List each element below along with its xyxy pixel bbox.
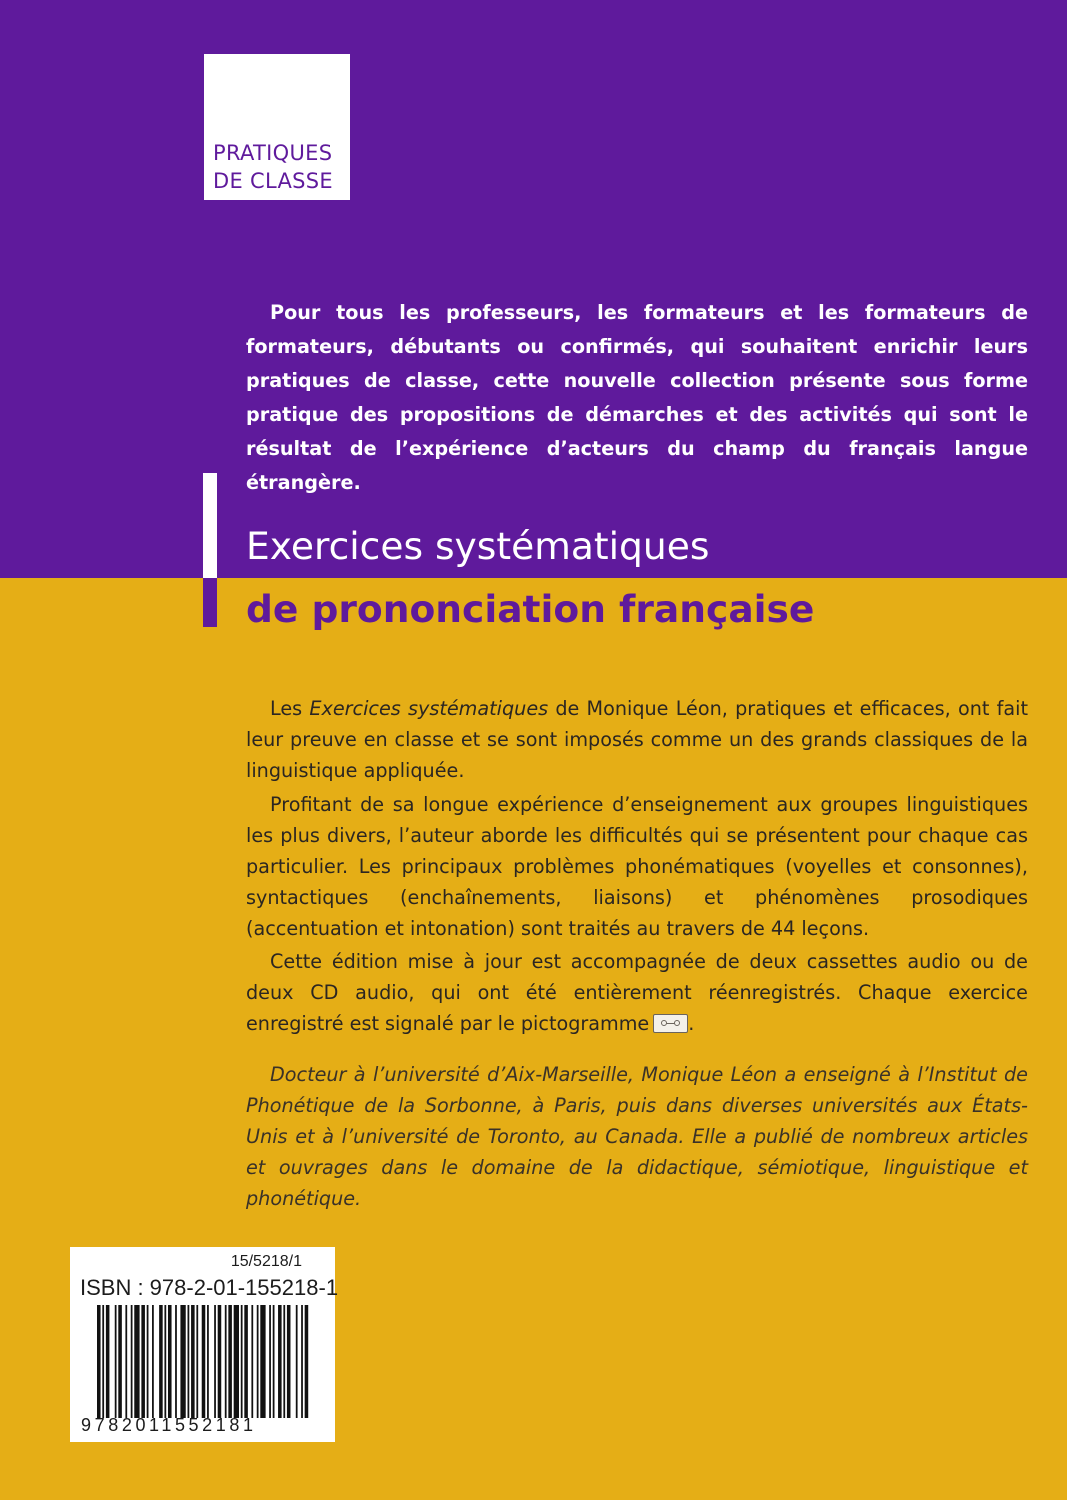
ean-digits: 9782011552181 [81,1415,257,1435]
collection-label: PRATIQUES DE CLASSE [213,141,333,193]
author-biography: Docteur à l’université d’Aix-Marseille, Monique Léon a enseigné à l’Institut de Phonétique de la Sorbonne, à Paris, puis dans diverses universités aux États-Unis et à l’université de Toronto, au Canada. Elle a publié de nombreux articles et ouvrages dans le domaine de la didactique, sémiotique, linguistique et phonétique. [246,1063,1028,1210]
ean-barcode [97,1305,310,1418]
paragraph-1-start: Les [270,697,310,720]
publisher-code: 15/5218/1 [230,1253,302,1270]
paragraph-3-end: . [688,1012,695,1035]
isbn-label: ISBN : 978-2-01-155218-1 [80,1275,339,1300]
collection-intro: Pour tous les professeurs, les formateurs et les formateurs de formateurs, débutants ou confirmés, qui souhaitent enrichir leurs pratiques de classe, cette nouvelle collection présente sous forme pratique des propositions de démarches et des activités qui sont le résultat de l’expérience d’acteurs du champ du français langue étrangère. [246,301,1028,494]
book-subtitle: de prononciation française [246,587,815,631]
description-paragraph-2: Profitant de sa longue expérience d’enseignement aux groupes linguistiques les plus divers, l’auteur aborde les difficultés qui se présentent pour chaque cas particulier. Les principaux problèmes phonématiques (voyelles et consonnes), syntactiques (enchaînements, liaisons) et phénomènes prosodiques (accentuation et intonation) sont traités au travers de 44 leçons. [246,793,1028,940]
paragraph-1-end: de Monique Léon, pratiques et efficaces, ont fait leur preuve en classe et se sont imposés comme un des grands classiques de la linguistique appliquée. [246,697,1028,782]
paragraph-3-text: Cette édition mise à jour est accompagnée de deux cassettes audio ou de deux CD audio, qui ont été entièrement réenregistrés. Chaque exercice enregistré est signalé par le pictogramme [246,950,1028,1035]
description-body [246,693,1028,1214]
book-title-inline: Exercices systématiques [309,697,549,720]
book-title: Exercices systématiques [246,524,710,568]
description-paragraph-3 [246,946,1028,1039]
title-accent-bar-purple [203,578,217,627]
title-accent-bar-white [203,473,217,578]
description-paragraph-1 [246,693,1028,786]
barcode-panel [70,1247,339,1442]
cassette-icon [653,1014,688,1033]
collection-logo [204,54,350,200]
